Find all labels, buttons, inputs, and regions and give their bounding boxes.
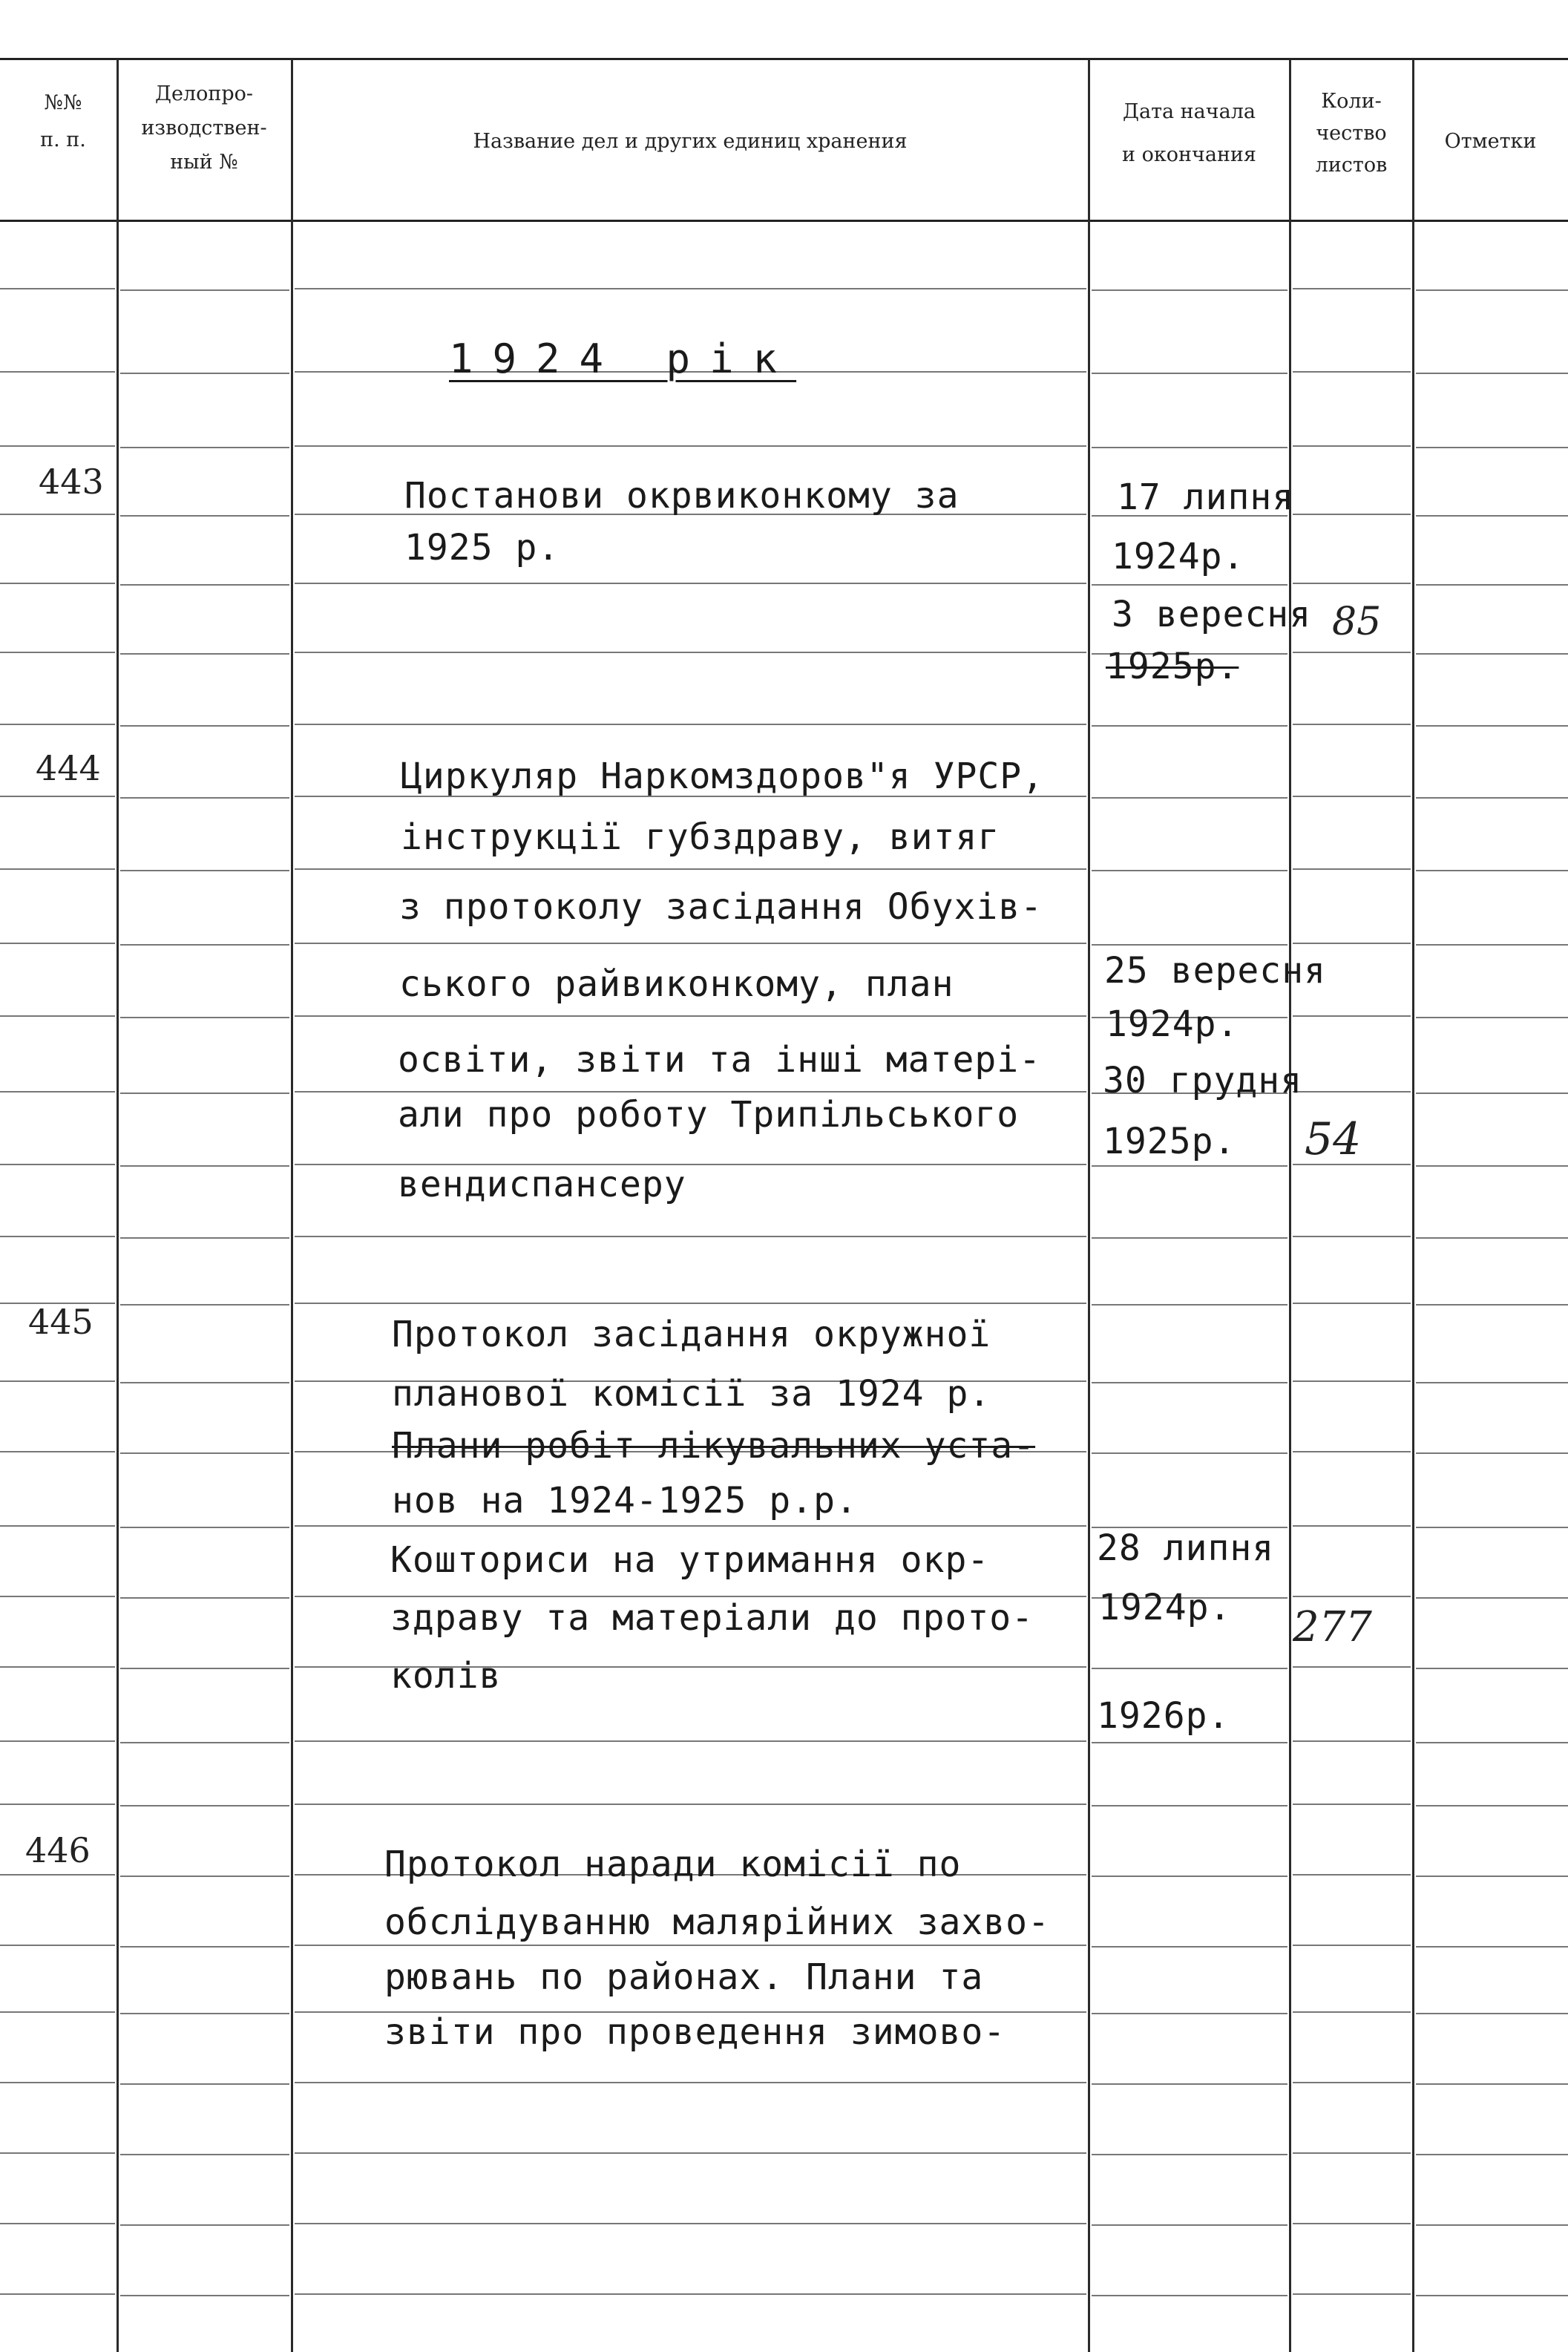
ruled-line — [1092, 725, 1287, 727]
ruled-line — [0, 1091, 115, 1093]
ruled-line — [1416, 870, 1568, 871]
entry-444-title-line-2: інструкції губздраву, витяг — [401, 816, 1000, 858]
ruled-line — [0, 796, 115, 797]
ruled-line — [0, 1740, 115, 1742]
ruled-line — [1293, 1380, 1411, 1382]
header-col-office-number — [119, 80, 289, 177]
ruled-line — [295, 1015, 1086, 1017]
entry-446-number: 446 — [25, 1830, 91, 1870]
entry-445-title-line-5: Кошториси на утримання окр- — [390, 1539, 990, 1581]
ruled-line — [1416, 1093, 1568, 1094]
ruled-line — [295, 1236, 1086, 1237]
ruled-line — [295, 652, 1086, 653]
ruled-line — [0, 371, 115, 373]
ruled-line — [1416, 1946, 1568, 1948]
ruled-line — [0, 724, 115, 725]
ruled-line — [1416, 725, 1568, 727]
column-divider-4 — [1289, 59, 1291, 2352]
ruled-line — [120, 870, 289, 871]
ruled-line — [1092, 944, 1287, 946]
entry-445-sheet-count: 277 — [1293, 1603, 1372, 1651]
ruled-line — [120, 1452, 289, 1454]
ruled-line — [1293, 868, 1411, 870]
ruled-line — [295, 943, 1086, 944]
entry-443-sheet-count: 85 — [1332, 600, 1382, 644]
header-office-line2: изводствен- — [141, 117, 267, 140]
ruled-line — [1092, 1805, 1287, 1806]
entry-444-title-line-5: освіти, звіти та інші матері- — [398, 1039, 1042, 1081]
ruled-line — [1293, 2293, 1411, 2295]
ruled-line — [1416, 653, 1568, 655]
ruled-line — [1092, 2295, 1287, 2296]
ruled-line — [120, 2083, 289, 2085]
ruled-line — [1416, 2295, 1568, 2296]
ruled-line — [120, 1876, 289, 1877]
ruled-line — [1092, 1946, 1287, 1948]
ruled-line — [1293, 1804, 1411, 1805]
ruled-line — [1416, 1382, 1568, 1383]
ruled-line — [1293, 288, 1411, 289]
header-col-dates — [1091, 98, 1287, 169]
header-dates-line1: Дата начала — [1123, 100, 1256, 123]
entry-445-date-start-year: 1924р. — [1098, 1587, 1232, 1628]
ruled-line — [0, 1380, 115, 1382]
entry-444-date-start-year: 1924р. — [1106, 1003, 1239, 1045]
header-col-number-bottom: п. п. — [40, 128, 86, 151]
header-col-sheet-count — [1291, 88, 1411, 180]
ruled-line — [1416, 1452, 1568, 1454]
ruled-line — [1293, 1596, 1411, 1597]
header-dates-line2: и окончания — [1122, 143, 1256, 166]
ruled-line — [1293, 1874, 1411, 1876]
header-count-line2: чество — [1316, 122, 1387, 145]
ruled-line — [0, 1451, 115, 1452]
ruled-line — [0, 1525, 115, 1527]
entry-443-date-start: 17 липня — [1117, 476, 1295, 518]
ruled-line — [1293, 2152, 1411, 2154]
ruled-line — [120, 1597, 289, 1599]
entry-443-title-line-2: 1925 р. — [404, 527, 560, 569]
ruled-line — [1293, 2082, 1411, 2083]
ruled-line — [120, 373, 289, 374]
ruled-line — [1293, 1015, 1411, 1017]
ruled-line — [120, 725, 289, 727]
ruled-line — [1416, 2224, 1568, 2226]
ruled-line — [1416, 447, 1568, 448]
ruled-line — [0, 514, 115, 515]
ruled-line — [295, 1303, 1086, 1304]
ruled-line — [1092, 797, 1287, 799]
ruled-line — [120, 2224, 289, 2226]
entry-444-title-line-7: вендиспансеру — [398, 1164, 686, 1205]
column-divider-3 — [1088, 59, 1090, 2352]
ruled-line — [1092, 2224, 1287, 2226]
ruled-line — [0, 1666, 115, 1668]
ruled-line — [1092, 2013, 1287, 2014]
entry-445-title-line-3: Плани робіт лікувальних уста- — [392, 1425, 1036, 1467]
ruled-line — [0, 2082, 115, 2083]
ruled-line — [120, 1382, 289, 1383]
header-count-line3: листов — [1315, 154, 1388, 177]
ruled-line — [120, 2013, 289, 2014]
ruled-line — [1293, 1303, 1411, 1304]
ruled-line — [120, 2154, 289, 2155]
ruled-line — [0, 1804, 115, 1805]
ruled-line — [1416, 2013, 1568, 2014]
ruled-line — [295, 2293, 1086, 2295]
ruled-line — [1092, 1304, 1287, 1306]
ruled-line — [120, 1527, 289, 1528]
entry-443-title-line-1: Постанови окрвиконкому за — [404, 475, 960, 517]
entry-446-title-line-4: звіти про проведення зимово- — [384, 2011, 1006, 2053]
ruled-line — [1416, 1017, 1568, 1018]
ruled-line — [295, 1525, 1086, 1527]
ruled-line — [120, 1165, 289, 1167]
column-divider-1 — [117, 59, 119, 2352]
ruled-line — [295, 2082, 1086, 2083]
ruled-line — [0, 1015, 115, 1017]
ruled-line — [1293, 1236, 1411, 1237]
column-divider-5 — [1412, 59, 1414, 2352]
ruled-line — [1092, 289, 1287, 291]
top-rule — [0, 58, 1568, 60]
ruled-line — [1416, 2154, 1568, 2155]
ruled-line — [1416, 1165, 1568, 1167]
ruled-line — [1416, 1527, 1568, 1528]
ruled-line — [1416, 1304, 1568, 1306]
header-bottom-rule — [0, 220, 1568, 222]
ruled-line — [1092, 2154, 1287, 2155]
ruled-line — [1416, 944, 1568, 946]
entry-445-title-line-7: колів — [390, 1655, 502, 1697]
entry-443-number: 443 — [39, 462, 104, 502]
ruled-line — [1416, 1668, 1568, 1669]
ruled-line — [1092, 1237, 1287, 1239]
section-year-title: 1924 рік — [449, 335, 797, 382]
ruled-line — [295, 868, 1086, 870]
ruled-line — [120, 1017, 289, 1018]
ruled-line — [295, 1945, 1086, 1946]
ruled-line — [1416, 289, 1568, 291]
ruled-line — [295, 445, 1086, 447]
ruled-line — [0, 1164, 115, 1165]
ruled-line — [0, 943, 115, 944]
ruled-line — [0, 2223, 115, 2224]
column-divider-2 — [291, 59, 293, 2352]
ruled-line — [1416, 373, 1568, 374]
ruled-line — [1416, 515, 1568, 517]
ruled-line — [1293, 583, 1411, 584]
ruled-line — [1092, 1876, 1287, 1877]
ruled-line — [295, 1804, 1086, 1805]
ruled-line — [1293, 2223, 1411, 2224]
ruled-line — [1092, 1165, 1287, 1167]
entry-446-title-line-2: обслідуванню малярійних захво- — [384, 1901, 1050, 1943]
ruled-line — [0, 2293, 115, 2295]
ruled-line — [120, 1742, 289, 1743]
ruled-line — [1416, 1597, 1568, 1599]
entry-445-title-line-6: здраву та матеріали до прото- — [390, 1597, 1034, 1639]
entry-446-title-line-1: Протокол наради комісії по — [384, 1844, 962, 1885]
ruled-line — [120, 447, 289, 448]
ruled-line — [1293, 943, 1411, 944]
ruled-line — [0, 2152, 115, 2154]
ruled-line — [120, 515, 289, 517]
ruled-line — [120, 1304, 289, 1306]
ruled-line — [120, 2295, 289, 2296]
ruled-line — [1293, 1740, 1411, 1742]
ruled-line — [1092, 1742, 1287, 1743]
entry-445-date-end-year: 1926р. — [1097, 1695, 1230, 1737]
ruled-line — [1416, 1237, 1568, 1239]
header-col-number-top: №№ — [44, 91, 82, 114]
ruled-line — [120, 1237, 289, 1239]
ruled-line — [1416, 797, 1568, 799]
ruled-line — [1293, 514, 1411, 515]
ruled-line — [120, 1668, 289, 1669]
ruled-line — [295, 2152, 1086, 2154]
ruled-line — [0, 445, 115, 447]
ruled-line — [1293, 724, 1411, 725]
entry-444-date-end-year: 1925р. — [1103, 1121, 1236, 1162]
ruled-line — [1293, 1666, 1411, 1668]
entry-444-title-line-1: Циркуляр Наркомздоров"я УРСР, — [401, 756, 1045, 797]
ruled-line — [1293, 445, 1411, 447]
ruled-line — [1416, 1742, 1568, 1743]
ruled-line — [1293, 371, 1411, 373]
ruled-line — [120, 1093, 289, 1094]
ruled-line — [1092, 1382, 1287, 1383]
ruled-line — [1293, 2011, 1411, 2013]
entry-444-number: 444 — [36, 748, 101, 788]
header-office-line3: ный № — [170, 151, 238, 174]
ruled-line — [1293, 652, 1411, 653]
ruled-line — [120, 289, 289, 291]
ruled-line — [1092, 870, 1287, 871]
ruled-line — [0, 288, 115, 289]
ruled-line — [1092, 584, 1287, 586]
ruled-line — [1092, 373, 1287, 374]
ruled-line — [1092, 447, 1287, 448]
entry-444-date-start: 25 вересня — [1104, 950, 1326, 992]
ruled-line — [120, 797, 289, 799]
ruled-line — [120, 1805, 289, 1806]
entry-443-date-start-year: 1924р. — [1112, 536, 1245, 577]
header-office-line1: Делопро- — [155, 82, 253, 105]
ruled-line — [1416, 2083, 1568, 2085]
entry-444-title-line-6: али про роботу Трипільського — [398, 1094, 1020, 1136]
ruled-line — [295, 288, 1086, 289]
header-col-title: Название дел и других единиц хранения — [473, 130, 908, 153]
ruled-line — [1416, 1805, 1568, 1806]
entry-444-title-line-3: з протоколу засідання Обухів- — [399, 886, 1043, 928]
ruled-line — [295, 2223, 1086, 2224]
entry-445-title-line-1: Протокол засідання окружної — [392, 1314, 991, 1355]
ruled-line — [1293, 796, 1411, 797]
ruled-line — [0, 1236, 115, 1237]
entry-443-date-end: 3 вересня — [1112, 594, 1312, 635]
ruled-line — [0, 868, 115, 870]
header-col-number — [15, 89, 111, 154]
ruled-line — [1092, 2083, 1287, 2085]
ruled-line — [120, 1946, 289, 1948]
entry-445-number: 445 — [28, 1302, 94, 1342]
entry-445-title-line-4: нов на 1924-1925 р.р. — [392, 1480, 858, 1521]
ruled-line — [0, 1945, 115, 1946]
ruled-line — [0, 652, 115, 653]
ruled-line — [120, 944, 289, 946]
ruled-line — [0, 1596, 115, 1597]
entry-444-date-end: 30 грудня — [1103, 1060, 1303, 1101]
ruled-line — [0, 583, 115, 584]
ruled-line — [1092, 1452, 1287, 1454]
ruled-line — [1416, 1876, 1568, 1877]
ruled-line — [1293, 1525, 1411, 1527]
entry-445-date-start: 28 липня — [1097, 1527, 1275, 1569]
entry-445-title-line-2: планової комісії за 1924 р. — [392, 1373, 991, 1415]
ruled-line — [1293, 1091, 1411, 1093]
ruled-line — [120, 584, 289, 586]
ruled-line — [120, 653, 289, 655]
header-col-notes: Отметки — [1444, 130, 1537, 153]
ruled-line — [295, 1740, 1086, 1742]
ruled-line — [1092, 1668, 1287, 1669]
ruled-line — [295, 1091, 1086, 1093]
header-count-line1: Коли- — [1321, 90, 1382, 113]
ruled-line — [1293, 1451, 1411, 1452]
ruled-line — [295, 583, 1086, 584]
ruled-line — [0, 1874, 115, 1876]
entry-443-date-end-year: 1925р. — [1106, 646, 1239, 687]
ruled-line — [1293, 1945, 1411, 1946]
ruled-line — [0, 2011, 115, 2013]
ruled-line — [1416, 584, 1568, 586]
entry-446-title-line-3: рювань по районах. Плани та — [384, 1956, 984, 1998]
entry-444-title-line-4: ського райвиконкому, план — [399, 963, 954, 1005]
entry-444-sheet-count: 54 — [1305, 1113, 1362, 1165]
ruled-line — [295, 724, 1086, 725]
